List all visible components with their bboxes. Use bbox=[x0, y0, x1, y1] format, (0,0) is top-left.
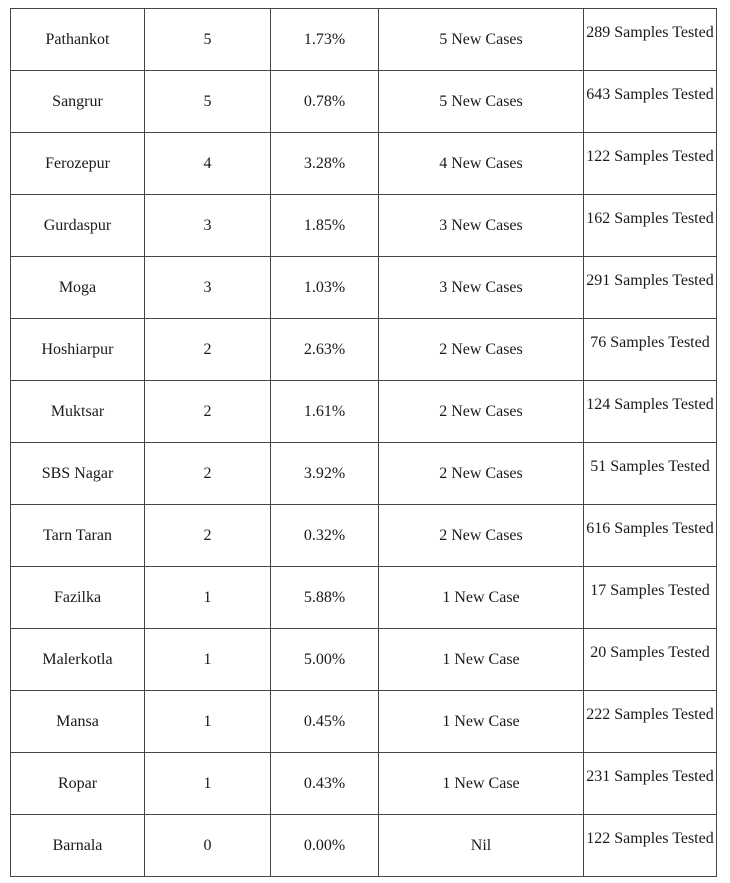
table-row bbox=[11, 691, 717, 753]
samples-tested-cell bbox=[584, 319, 717, 381]
positivity-rate-cell bbox=[271, 567, 379, 629]
positivity-rate-cell bbox=[271, 691, 379, 753]
samples-tested-cell bbox=[584, 691, 717, 753]
table-row bbox=[11, 505, 717, 567]
samples-tested-cell bbox=[584, 257, 717, 319]
district-cell bbox=[11, 319, 145, 381]
table-row bbox=[11, 815, 717, 877]
samples-tested-text: 124 Samples Tested bbox=[586, 395, 714, 413]
new-cases-text: 1 New Case bbox=[442, 588, 520, 606]
district-cell bbox=[11, 443, 145, 505]
table-row bbox=[11, 257, 717, 319]
positivity-rate-cell bbox=[271, 753, 379, 815]
case-count-text: 2 bbox=[203, 340, 212, 358]
table-row bbox=[11, 381, 717, 443]
positivity-rate-cell bbox=[271, 257, 379, 319]
district-cell bbox=[11, 257, 145, 319]
district-text: Sangrur bbox=[52, 92, 103, 110]
case-count-text: 2 bbox=[203, 464, 212, 482]
positivity-rate-text: 5.00% bbox=[303, 650, 346, 668]
case-count-text: 1 bbox=[203, 588, 212, 606]
new-cases-cell bbox=[379, 691, 584, 753]
new-cases-cell bbox=[379, 71, 584, 133]
district-cell bbox=[11, 9, 145, 71]
new-cases-text: 3 New Cases bbox=[439, 278, 523, 296]
case-count-text: 3 bbox=[203, 278, 212, 296]
district-cell bbox=[11, 567, 145, 629]
table-row bbox=[11, 195, 717, 257]
samples-tested-cell bbox=[584, 815, 717, 877]
positivity-rate-text: 0.00% bbox=[303, 836, 346, 854]
case-count-cell bbox=[145, 195, 271, 257]
new-cases-text: 2 New Cases bbox=[439, 340, 523, 358]
positivity-rate-text: 2.63% bbox=[303, 340, 346, 358]
positivity-rate-cell bbox=[271, 629, 379, 691]
case-count-text: 2 bbox=[203, 526, 212, 544]
case-count-text: 5 bbox=[203, 92, 212, 110]
district-cell bbox=[11, 381, 145, 443]
samples-tested-cell bbox=[584, 443, 717, 505]
district-text: Muktsar bbox=[50, 402, 105, 420]
district-text: SBS Nagar bbox=[41, 464, 114, 482]
district-text: Malerkotla bbox=[42, 650, 113, 668]
positivity-rate-text: 0.43% bbox=[303, 774, 346, 792]
table-row bbox=[11, 567, 717, 629]
positivity-rate-text: 1.03% bbox=[303, 278, 346, 296]
district-text: Ferozepur bbox=[45, 154, 110, 172]
new-cases-cell bbox=[379, 505, 584, 567]
case-count-cell bbox=[145, 133, 271, 195]
samples-tested-cell bbox=[584, 71, 717, 133]
positivity-rate-cell bbox=[271, 443, 379, 505]
new-cases-cell bbox=[379, 319, 584, 381]
case-count-cell bbox=[145, 753, 271, 815]
table-body bbox=[11, 9, 717, 877]
samples-tested-text: 222 Samples Tested bbox=[586, 705, 714, 723]
positivity-rate-cell bbox=[271, 71, 379, 133]
new-cases-cell bbox=[379, 9, 584, 71]
district-text: Fazilka bbox=[53, 588, 102, 606]
new-cases-text: 1 New Case bbox=[442, 712, 520, 730]
district-text: Mansa bbox=[56, 712, 99, 730]
positivity-rate-text: 1.85% bbox=[303, 216, 346, 234]
samples-tested-text: 291 Samples Tested bbox=[586, 271, 714, 289]
positivity-rate-cell bbox=[271, 381, 379, 443]
new-cases-cell bbox=[379, 257, 584, 319]
district-cell bbox=[11, 815, 145, 877]
district-text: Tarn Taran bbox=[43, 526, 112, 544]
positivity-rate-text: 3.92% bbox=[303, 464, 346, 482]
new-cases-text: Nil bbox=[470, 836, 492, 854]
samples-tested-cell bbox=[584, 133, 717, 195]
case-count-text: 3 bbox=[203, 216, 212, 234]
samples-tested-text: 616 Samples Tested bbox=[586, 519, 714, 537]
new-cases-text: 1 New Case bbox=[442, 650, 520, 668]
new-cases-cell bbox=[379, 629, 584, 691]
case-count-cell bbox=[145, 815, 271, 877]
new-cases-text: 2 New Cases bbox=[439, 402, 523, 420]
case-count-cell bbox=[145, 505, 271, 567]
new-cases-text: 5 New Cases bbox=[439, 30, 523, 48]
case-count-cell bbox=[145, 9, 271, 71]
case-count-cell bbox=[145, 629, 271, 691]
positivity-rate-text: 5.88% bbox=[303, 588, 346, 606]
district-cases-table bbox=[10, 8, 717, 877]
samples-tested-text: 51 Samples Tested bbox=[590, 457, 710, 475]
case-count-cell bbox=[145, 319, 271, 381]
samples-tested-cell bbox=[584, 629, 717, 691]
new-cases-cell bbox=[379, 443, 584, 505]
samples-tested-text: 17 Samples Tested bbox=[590, 581, 710, 599]
district-text: Hoshiarpur bbox=[41, 340, 114, 358]
district-cell bbox=[11, 133, 145, 195]
samples-tested-cell bbox=[584, 195, 717, 257]
district-cell bbox=[11, 505, 145, 567]
new-cases-text: 2 New Cases bbox=[439, 464, 523, 482]
positivity-rate-cell bbox=[271, 505, 379, 567]
samples-tested-text: 122 Samples Tested bbox=[586, 147, 714, 165]
positivity-rate-text: 0.78% bbox=[303, 92, 346, 110]
new-cases-cell bbox=[379, 815, 584, 877]
new-cases-cell bbox=[379, 753, 584, 815]
district-cell bbox=[11, 753, 145, 815]
samples-tested-cell bbox=[584, 9, 717, 71]
new-cases-text: 2 New Cases bbox=[439, 526, 523, 544]
district-cell bbox=[11, 195, 145, 257]
district-cell bbox=[11, 71, 145, 133]
new-cases-cell bbox=[379, 133, 584, 195]
district-cell bbox=[11, 629, 145, 691]
table-row bbox=[11, 753, 717, 815]
case-count-text: 4 bbox=[203, 154, 212, 172]
case-count-cell bbox=[145, 691, 271, 753]
samples-tested-text: 162 Samples Tested bbox=[586, 209, 714, 227]
samples-tested-text: 20 Samples Tested bbox=[590, 643, 710, 661]
samples-tested-cell bbox=[584, 567, 717, 629]
district-text: Ropar bbox=[57, 774, 98, 792]
new-cases-cell bbox=[379, 195, 584, 257]
samples-tested-text: 231 Samples Tested bbox=[586, 767, 714, 785]
samples-tested-text: 76 Samples Tested bbox=[590, 333, 710, 351]
case-count-cell bbox=[145, 257, 271, 319]
samples-tested-cell bbox=[584, 753, 717, 815]
district-text: Gurdaspur bbox=[43, 216, 112, 234]
case-count-text: 1 bbox=[203, 712, 212, 730]
case-count-text: 1 bbox=[203, 774, 212, 792]
positivity-rate-text: 0.45% bbox=[303, 712, 346, 730]
samples-tested-text: 289 Samples Tested bbox=[586, 23, 714, 41]
new-cases-text: 1 New Case bbox=[442, 774, 520, 792]
table-row bbox=[11, 319, 717, 381]
district-text: Moga bbox=[58, 278, 97, 296]
table-row bbox=[11, 629, 717, 691]
positivity-rate-text: 3.28% bbox=[303, 154, 346, 172]
positivity-rate-cell bbox=[271, 9, 379, 71]
district-text: Barnala bbox=[52, 836, 103, 854]
table-row bbox=[11, 443, 717, 505]
table-row bbox=[11, 71, 717, 133]
positivity-rate-text: 0.32% bbox=[303, 526, 346, 544]
table-row bbox=[11, 133, 717, 195]
case-count-text: 2 bbox=[203, 402, 212, 420]
new-cases-cell bbox=[379, 381, 584, 443]
new-cases-text: 4 New Cases bbox=[439, 154, 523, 172]
new-cases-cell bbox=[379, 567, 584, 629]
positivity-rate-cell bbox=[271, 133, 379, 195]
case-count-cell bbox=[145, 567, 271, 629]
case-count-cell bbox=[145, 443, 271, 505]
samples-tested-text: 122 Samples Tested bbox=[586, 829, 714, 847]
district-text: Pathankot bbox=[45, 30, 110, 48]
samples-tested-text: 643 Samples Tested bbox=[586, 85, 714, 103]
positivity-rate-text: 1.61% bbox=[303, 402, 346, 420]
positivity-rate-cell bbox=[271, 195, 379, 257]
case-count-text: 0 bbox=[203, 836, 212, 854]
case-count-cell bbox=[145, 381, 271, 443]
new-cases-text: 3 New Cases bbox=[439, 216, 523, 234]
positivity-rate-cell bbox=[271, 319, 379, 381]
positivity-rate-cell bbox=[271, 815, 379, 877]
samples-tested-cell bbox=[584, 505, 717, 567]
samples-tested-cell bbox=[584, 381, 717, 443]
district-table-container bbox=[10, 8, 716, 877]
case-count-text: 1 bbox=[203, 650, 212, 668]
table-row bbox=[11, 9, 717, 71]
case-count-text: 5 bbox=[203, 30, 212, 48]
positivity-rate-text: 1.73% bbox=[303, 30, 346, 48]
case-count-cell bbox=[145, 71, 271, 133]
new-cases-text: 5 New Cases bbox=[439, 92, 523, 110]
district-cell bbox=[11, 691, 145, 753]
